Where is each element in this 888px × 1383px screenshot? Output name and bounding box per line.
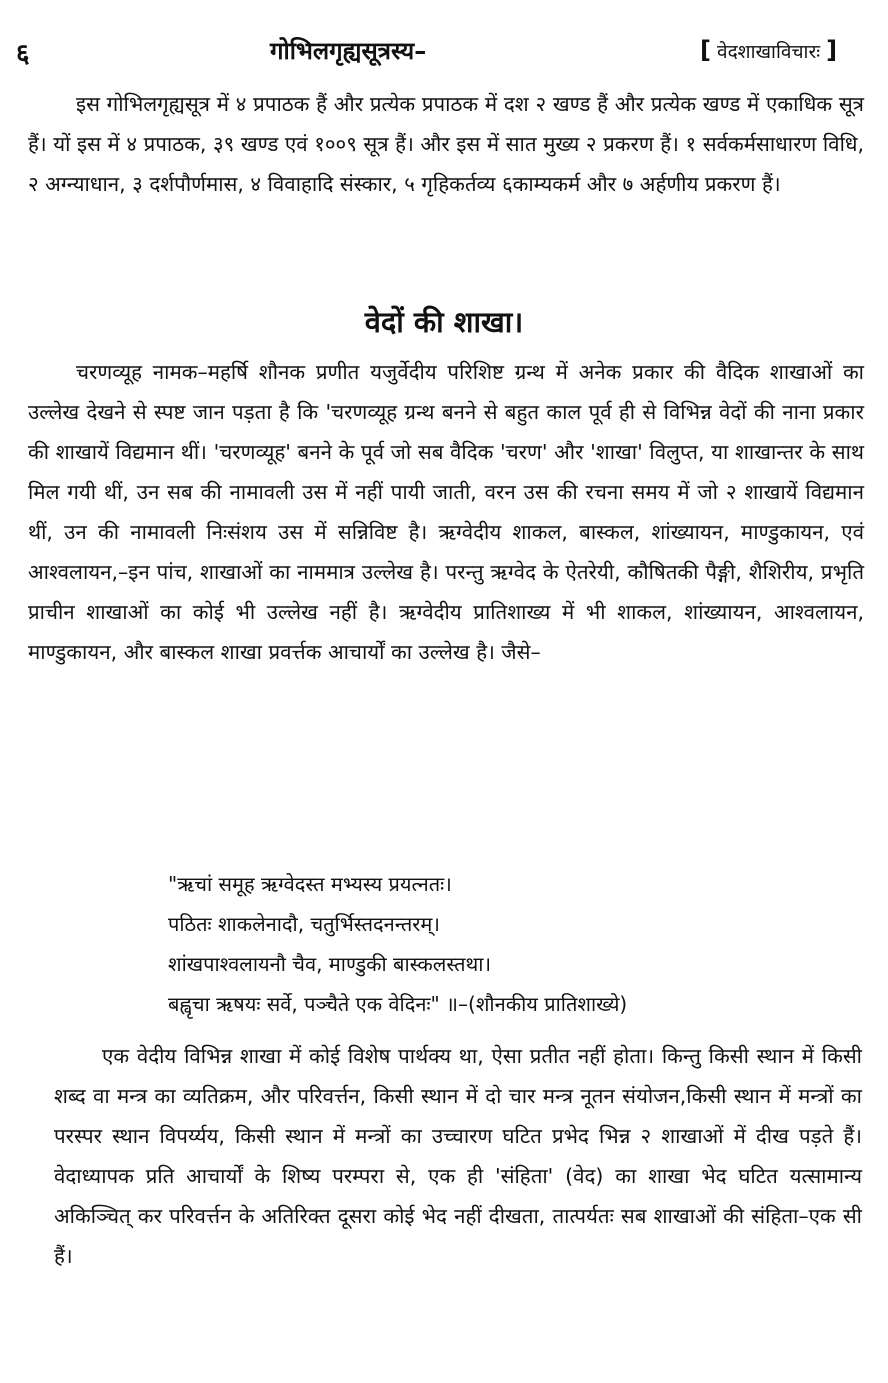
section-tag-text: वेदशाखाविचारः <box>717 41 821 63</box>
main-paragraph: चरणव्यूह नामक–महर्षि शौनक प्रणीत यजुर्वेदीय परिशिष्ट ग्रन्थ में अनेक प्रकार की वैदिक शाखाओं का उल्लेख देखने से स्पष्ट जान पड़ता है कि 'चरणव्यूह ग्रन्थ बनने से बहुत काल पूर्व ही से विभिन्न वेदों की नाना प्रकार की शाखायें विद्यमान थीं। 'चरणव्यूह' बनने के पूर्व जो सब वैदिक 'चरण' और 'शाखा' विलुप्त, या शाखान्तर के साथ मिल गयी थीं, उन सब की नामावली उस में नहीं पायी जाती, वरन उस की रचना समय में जो २ शाखायें विद्यमान थीं, उन की नामावली निःसंशय उस में सन्निविष्ट है। ऋग्वेदीय शाकल, बास्कल, शांख्यायन, माण्डुकायन, एवं आश्वलायन,–इन पांच, शाखाओं का नाममात्र उल्लेख है। परन्तु ऋग्वेद के ऐतरेयी, कौषितकी पैङ्गी, शैशिरीय, प्रभृति प्राचीन शाखाओं का कोई भी उल्लेख नहीं है। ऋग्वेदीय प्रातिशाख्य में भी शाकल, शांख्यायन, आश्वलायन, माण्डुकायन, और बास्कल शाखा प्रवर्त्तक आचार्यों का उल्लेख है। जैसे– <box>28 360 864 664</box>
intro-paragraph: इस गोभिलगृह्यसूत्र में ४ प्रपाठक हैं और प्रत्येक प्रपाठक में दश २ खण्ड हैं और प्रत्येक खण्ड में एकाधिक सूत्र हैं। यों इस में ४ प्रपाठक, ३९ खण्ड एवं १००९ सूत्र हैं। और इस में सात मुख्य २ प्रकरण हैं। १ सर्वकर्मसाधारण विधि, २ अग्न्याधान, ३ दर्शपौर्णमास, ४ विवाहादि संस्कार, ५ गृहिकर्तव्य ६काम्यकर्म और ७ अर्हणीय प्रकरण हैं। <box>28 92 864 196</box>
page-header <box>0 30 888 74</box>
bracket-close: ] <box>826 36 838 64</box>
running-title: गोभिलगृह्यसूत्रस्य– <box>270 37 427 65</box>
verse-line: "ऋचां समूह ऋग्वेदस्त मभ्यस्य प्रयत्नतः। <box>168 872 452 896</box>
section-heading: वेदों की शाखा। <box>364 305 524 339</box>
closing-paragraph: एक वेदीय विभिन्न शाखा में कोई विशेष पार्थक्य था, ऐसा प्रतीत नहीं होता। किन्तु किसी स्थान में किसी शब्द वा मन्त्र का व्यतिक्रम, और परिवर्त्तन, किसी स्थान में दो चार मन्त्र नूतन संयोजन,किसी स्थान में मन्त्रों का परस्पर स्थान विपर्य्यय, किसी स्थान में मन्त्रों का उच्चारण घटित प्रभेद भिन्न २ शाखाओं में दीख पड़ते हैं। वेदाध्यापक प्रति आचार्यों के शिष्य परम्परा से, एक ही 'संहिता' (वेद) का शाखा भेद घटित यत्सामान्य अकिञ्चित् कर परिवर्त्तन के अतिरिक्त दूसरा कोई भेद नहीं दीखता, तात्पर्यतः सब शाखाओं की संहिता–एक सी हैं। <box>54 1044 862 1268</box>
section-tag <box>700 36 837 64</box>
page-number: ६ <box>16 39 30 69</box>
verse-line: पठितः शाकलेनादौ, चतुर्भिस्तदनन्तरम्। <box>168 912 440 936</box>
quoted-verses <box>168 864 868 1024</box>
verse-line: शांखपाश्वलायनौ चैव, माण्डुकी बास्कलस्तथा। <box>168 952 492 976</box>
bracket-open: [ <box>700 36 711 64</box>
verse-line: बह्वृचा ऋषयः सर्वे, पञ्चैते एक वेदिनः" ॥–(शौनकीय प्रातिशाख्ये) <box>168 992 628 1016</box>
